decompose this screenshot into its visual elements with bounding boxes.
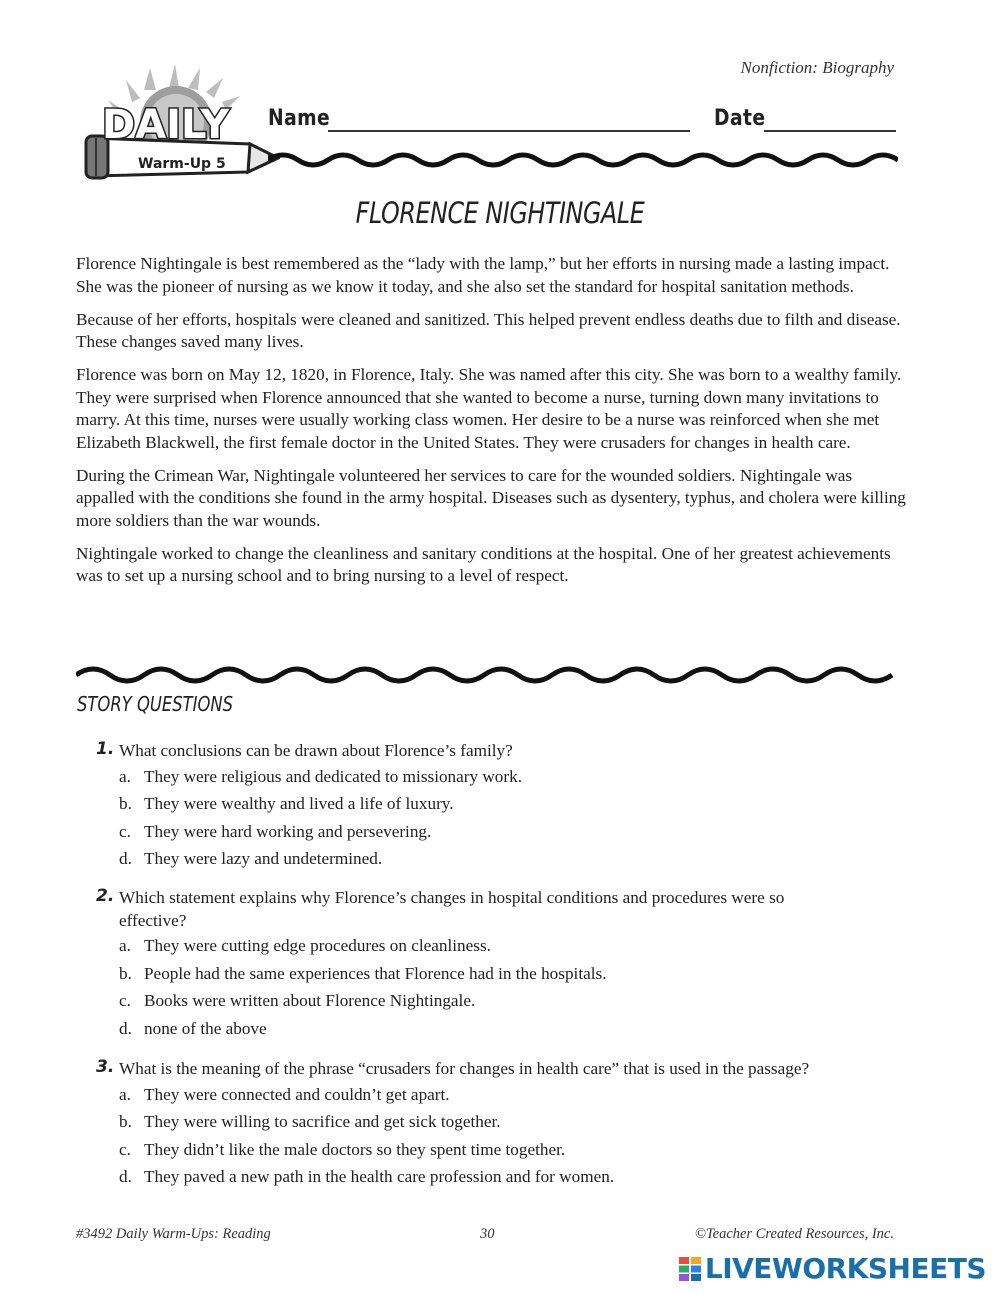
answer-option[interactable] bbox=[119, 1015, 836, 1043]
passage-paragraph: Florence was born on May 12, 1820, in Florence, Italy. She was named after this city. She was born to a wealthy family. They were surprised when Florence announced that she wanted to become a nurse, turning down many invitations to marry. At this time, nurses were usually working class women. Her desire to be a nurse was reinforced when she met Elizabeth Blackwell, the first female doctor in the United States. They were crusaders for changes in health care. bbox=[76, 365, 902, 452]
option-letter: c. bbox=[119, 821, 131, 841]
genre-label: Nonfiction: Biography bbox=[740, 58, 894, 77]
answer-option[interactable] bbox=[119, 818, 856, 846]
question-number: 3. bbox=[96, 1057, 115, 1077]
answer-option[interactable] bbox=[119, 960, 836, 988]
liveworksheets-brand[interactable] bbox=[679, 1252, 986, 1285]
passage-paragraph: During the Crimean War, Nightingale volunteered her services to care for the wounded soldiers. Nightingale was appalled with the conditions she found in the army hospital. Diseases such as dysentery, typhus, and cholera were killing more soldiers than the war wounds. bbox=[76, 465, 906, 530]
passage-paragraph: Nightingale worked to change the cleanliness and sanitary conditions at the hospital. One of her greatest achievements was to set up a nursing school and to bring nursing to a level of respect. bbox=[76, 543, 891, 585]
option-letter: d. bbox=[119, 1167, 132, 1186]
option-letter: c. bbox=[119, 991, 131, 1010]
question-text: Which statement explains why Florence’s changes in hospital conditions and procedures were so effective? bbox=[119, 888, 785, 930]
option-letter: d. bbox=[119, 1018, 132, 1038]
answer-option[interactable] bbox=[119, 932, 836, 960]
sun-pencil-logo-icon bbox=[80, 60, 280, 190]
option-text: Books were written about Florence Nightingale. bbox=[144, 991, 476, 1010]
footer-page-number: 30 bbox=[480, 1226, 495, 1242]
passage-paragraph: Florence Nightingale is best remembered as the “lady with the lamp,” but her efforts in nursing made a lasting impact. She was the pioneer of nursing as we know it today, and she also set the standard for hospital sanitation methods. bbox=[76, 254, 890, 296]
answer-option[interactable] bbox=[119, 1081, 836, 1109]
section-wave-divider bbox=[76, 660, 898, 690]
option-text: They were religious and dedicated to missionary work. bbox=[144, 766, 523, 786]
question-number: 2. bbox=[96, 886, 115, 906]
option-letter: a. bbox=[119, 1084, 131, 1104]
answer-option[interactable] bbox=[119, 1136, 836, 1164]
daily-warmup-logo bbox=[80, 60, 280, 190]
question-1 bbox=[96, 740, 856, 873]
footer-book-title: #3492 Daily Warm-Ups: Reading bbox=[76, 1226, 271, 1242]
answer-option[interactable] bbox=[119, 987, 836, 1015]
name-date-row bbox=[268, 104, 898, 138]
answer-option[interactable] bbox=[119, 790, 856, 818]
option-text: They were wealthy and lived a life of luxury. bbox=[144, 794, 454, 813]
option-text: They paved a new path in the health care profession and for women. bbox=[144, 1167, 615, 1186]
option-text: none of the above bbox=[144, 1018, 267, 1038]
option-letter: b. bbox=[119, 794, 132, 813]
story-title-text: FLORENCE NIGHTINGALE bbox=[355, 196, 645, 230]
answer-option[interactable] bbox=[119, 1163, 836, 1191]
story-questions-heading bbox=[77, 692, 267, 716]
logo-word: DAILY bbox=[102, 102, 230, 148]
name-label: Name bbox=[268, 106, 331, 131]
question-text: What is the meaning of the phrase “crusaders for changes in health care” that is used in the passage? bbox=[119, 1059, 810, 1078]
date-field[interactable] bbox=[764, 130, 896, 132]
option-text: They were cutting edge procedures on cleanliness. bbox=[144, 936, 491, 955]
option-letter: b. bbox=[119, 963, 132, 983]
answer-option[interactable] bbox=[119, 763, 856, 791]
option-text: They didn’t like the male doctors so they spent time together. bbox=[144, 1139, 566, 1159]
answer-option[interactable] bbox=[119, 845, 856, 873]
option-letter: b. bbox=[119, 1112, 132, 1131]
option-text: They were connected and couldn’t get apart. bbox=[144, 1084, 450, 1104]
option-text: They were lazy and undetermined. bbox=[144, 849, 383, 868]
footer-copyright: ©Teacher Created Resources, Inc. bbox=[694, 1226, 894, 1242]
option-text: They were hard working and persevering. bbox=[144, 821, 432, 841]
question-text: What conclusions can be drawn about Florence’s family? bbox=[119, 741, 513, 760]
liveworksheets-blocks-icon bbox=[679, 1257, 701, 1281]
option-letter: c. bbox=[119, 1139, 131, 1159]
answer-option[interactable] bbox=[119, 1108, 836, 1136]
option-letter: a. bbox=[119, 766, 131, 786]
question-3 bbox=[96, 1058, 836, 1191]
option-text: People had the same experiences that Florence had in the hospitals. bbox=[144, 963, 607, 983]
option-letter: a. bbox=[119, 936, 131, 955]
question-2 bbox=[96, 887, 836, 1042]
story-questions-heading-text: STORY QUESTIONS bbox=[77, 692, 234, 716]
passage-paragraph: Because of her efforts, hospitals were cleaned and sanitized. This helped prevent endless deaths due to filth and disease. These changes saved many lives. bbox=[76, 309, 901, 351]
question-number: 1. bbox=[96, 739, 115, 759]
passage bbox=[76, 253, 906, 598]
brand-text: LIVEWORKSHEETS bbox=[704, 1252, 986, 1285]
header-wave-divider bbox=[268, 148, 898, 172]
option-letter: d. bbox=[119, 849, 132, 868]
logo-subtitle: Warm-Up 5 bbox=[138, 156, 226, 172]
date-label: Date bbox=[714, 106, 766, 131]
option-text: They were willing to sacrifice and get sick together. bbox=[144, 1112, 501, 1131]
story-title bbox=[0, 196, 1000, 230]
name-field[interactable] bbox=[328, 130, 690, 132]
